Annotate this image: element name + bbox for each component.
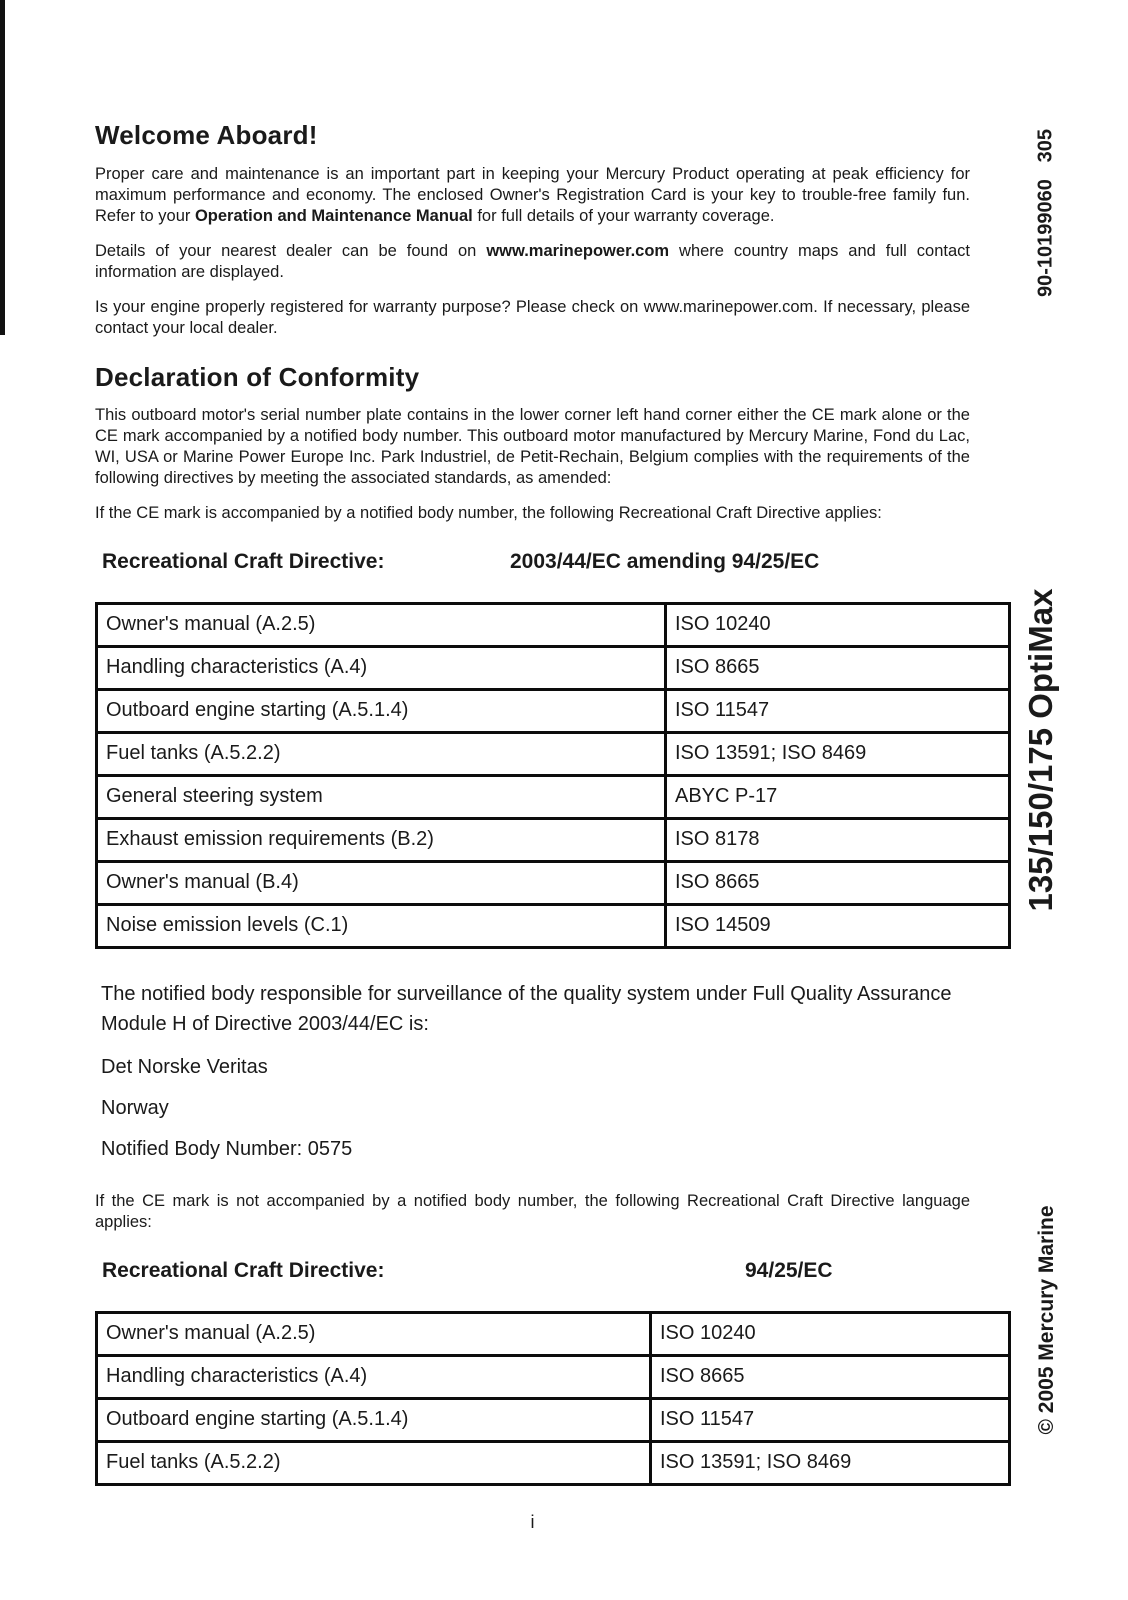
table-row bbox=[97, 690, 1010, 733]
table-row bbox=[97, 776, 1010, 819]
notified-body-number: Notified Body Number: 0575 bbox=[101, 1138, 353, 1160]
welcome-p2-pre: Details of your nearest dealer can be found on bbox=[95, 242, 487, 260]
table-cell-item: Noise emission levels (C.1) bbox=[97, 905, 666, 948]
table-row bbox=[97, 647, 1010, 690]
conformity-paragraph-2: If the CE mark is accompanied by a notified body number, the following Recreational Craft Directive applies: bbox=[95, 504, 882, 522]
table-cell-standard: ISO 11547 bbox=[666, 690, 1010, 733]
welcome-paragraph-2 bbox=[95, 241, 970, 283]
sidebar-part-number: 90-10199060 305 bbox=[1034, 129, 1057, 297]
notified-body-country: Norway bbox=[101, 1097, 169, 1119]
table-cell-item: Exhaust emission requirements (B.2) bbox=[97, 819, 666, 862]
sidebar-model-designation: 135/150/175 OptiMax bbox=[1022, 588, 1059, 912]
footer-page-number: i bbox=[530, 1512, 535, 1532]
welcome-paragraph-3: Is your engine properly registered for warranty purpose? Please check on www.marinepower.com. If necessary, please contact your local dealer. bbox=[95, 298, 970, 337]
table-cell-standard: ISO 8178 bbox=[666, 819, 1010, 862]
welcome-p2-website-text: www.marinepower.com bbox=[486, 242, 670, 260]
table1-caption-directive: 2003/44/EC amending 94/25/EC bbox=[510, 550, 820, 573]
table-cell-item: Fuel tanks (A.5.2.2) bbox=[97, 1442, 651, 1485]
table-cell-item: Handling characteristics (A.4) bbox=[97, 647, 666, 690]
table-cell-item: Owner's manual (A.2.5) bbox=[97, 604, 666, 647]
table-row bbox=[97, 1399, 1010, 1442]
standards-table-2003-44-ec bbox=[95, 602, 1011, 949]
table-cell-item: Outboard engine starting (A.5.1.4) bbox=[97, 690, 666, 733]
table-row bbox=[97, 733, 1010, 776]
conformity-heading: Declaration of Conformity bbox=[95, 362, 420, 392]
page-content bbox=[95, 120, 970, 1516]
welcome-heading: Welcome Aboard! bbox=[95, 120, 318, 150]
table-cell-standard: ISO 13591; ISO 8469 bbox=[666, 733, 1010, 776]
table1-caption bbox=[95, 550, 970, 576]
table-cell-standard: ISO 10240 bbox=[651, 1313, 1010, 1356]
table-cell-item: Fuel tanks (A.5.2.2) bbox=[97, 733, 666, 776]
table-row bbox=[97, 1313, 1010, 1356]
welcome-p1-bold-manual-title: Operation and Maintenance Manual bbox=[194, 207, 473, 225]
table-cell-standard: ABYC P-17 bbox=[666, 776, 1010, 819]
table-row bbox=[97, 905, 1010, 948]
table-cell-standard: ISO 13591; ISO 8469 bbox=[651, 1442, 1010, 1485]
table-row bbox=[97, 1356, 1010, 1399]
table-cell-item: Owner's manual (A.2.5) bbox=[97, 1313, 651, 1356]
table-cell-item: Outboard engine starting (A.5.1.4) bbox=[97, 1399, 651, 1442]
conformity-paragraph-3: If the CE mark is not accompanied by a notified body number, the following Recreational Craft Directive language applies: bbox=[95, 1192, 970, 1231]
table2-caption bbox=[95, 1259, 970, 1285]
welcome-paragraph-1 bbox=[95, 164, 970, 227]
table-row bbox=[97, 1442, 1010, 1485]
standards-table-94-25-ec bbox=[95, 1311, 1011, 1486]
welcome-p2-post: where country maps and full contact information are displayed. bbox=[95, 242, 970, 281]
conformity-paragraph-1: This outboard motor's serial number plate contains in the lower corner left hand corner either the CE mark alone or the CE mark accompanied by a notified body number. This outboard motor manufactured by Mercury Marine, Fond du Lac, WI, USA or Marine Power Europe Inc. Park Industriel, de Petit-Rechain, Belgium complies with the requirements of the following directives by meeting the associated standards, as amended: bbox=[95, 406, 970, 487]
table2-caption-title: Recreational Craft Directive: bbox=[102, 1259, 385, 1282]
sidebar-copyright: © 2005 Mercury Marine bbox=[1035, 1205, 1058, 1435]
table-cell-item: Handling characteristics (A.4) bbox=[97, 1356, 651, 1399]
table2-caption-directive: 94/25/EC bbox=[745, 1259, 833, 1282]
table-cell-standard: ISO 8665 bbox=[651, 1356, 1010, 1399]
scan-edge-artifact bbox=[0, 0, 5, 335]
table-row bbox=[97, 819, 1010, 862]
table-row bbox=[97, 862, 1010, 905]
table-cell-item: General steering system bbox=[97, 776, 666, 819]
table-cell-standard: ISO 8665 bbox=[666, 647, 1010, 690]
table-cell-standard: ISO 8665 bbox=[666, 862, 1010, 905]
table-cell-standard: ISO 10240 bbox=[666, 604, 1010, 647]
table-cell-item: Owner's manual (B.4) bbox=[97, 862, 666, 905]
notified-body-name: Det Norske Veritas bbox=[101, 1056, 268, 1078]
notified-body-paragraph: The notified body responsible for surveillance of the quality system under Full Quality Assurance Module H of Directive 2003/44/EC is: bbox=[101, 983, 952, 1035]
welcome-p1-pre: Proper care and maintenance is an important part in keeping your Mercury Product operating at peak efficiency for maximum performance and economy. The enclosed Owner's Registration Card is your key to trouble-free family fun. Refer to your bbox=[95, 165, 970, 225]
welcome-p1-post: for full details of your warranty coverage. bbox=[472, 207, 775, 225]
table1-caption-title: Recreational Craft Directive: bbox=[102, 550, 385, 573]
table-cell-standard: ISO 14509 bbox=[666, 905, 1010, 948]
table-cell-standard: ISO 11547 bbox=[651, 1399, 1010, 1442]
table-row bbox=[97, 604, 1010, 647]
